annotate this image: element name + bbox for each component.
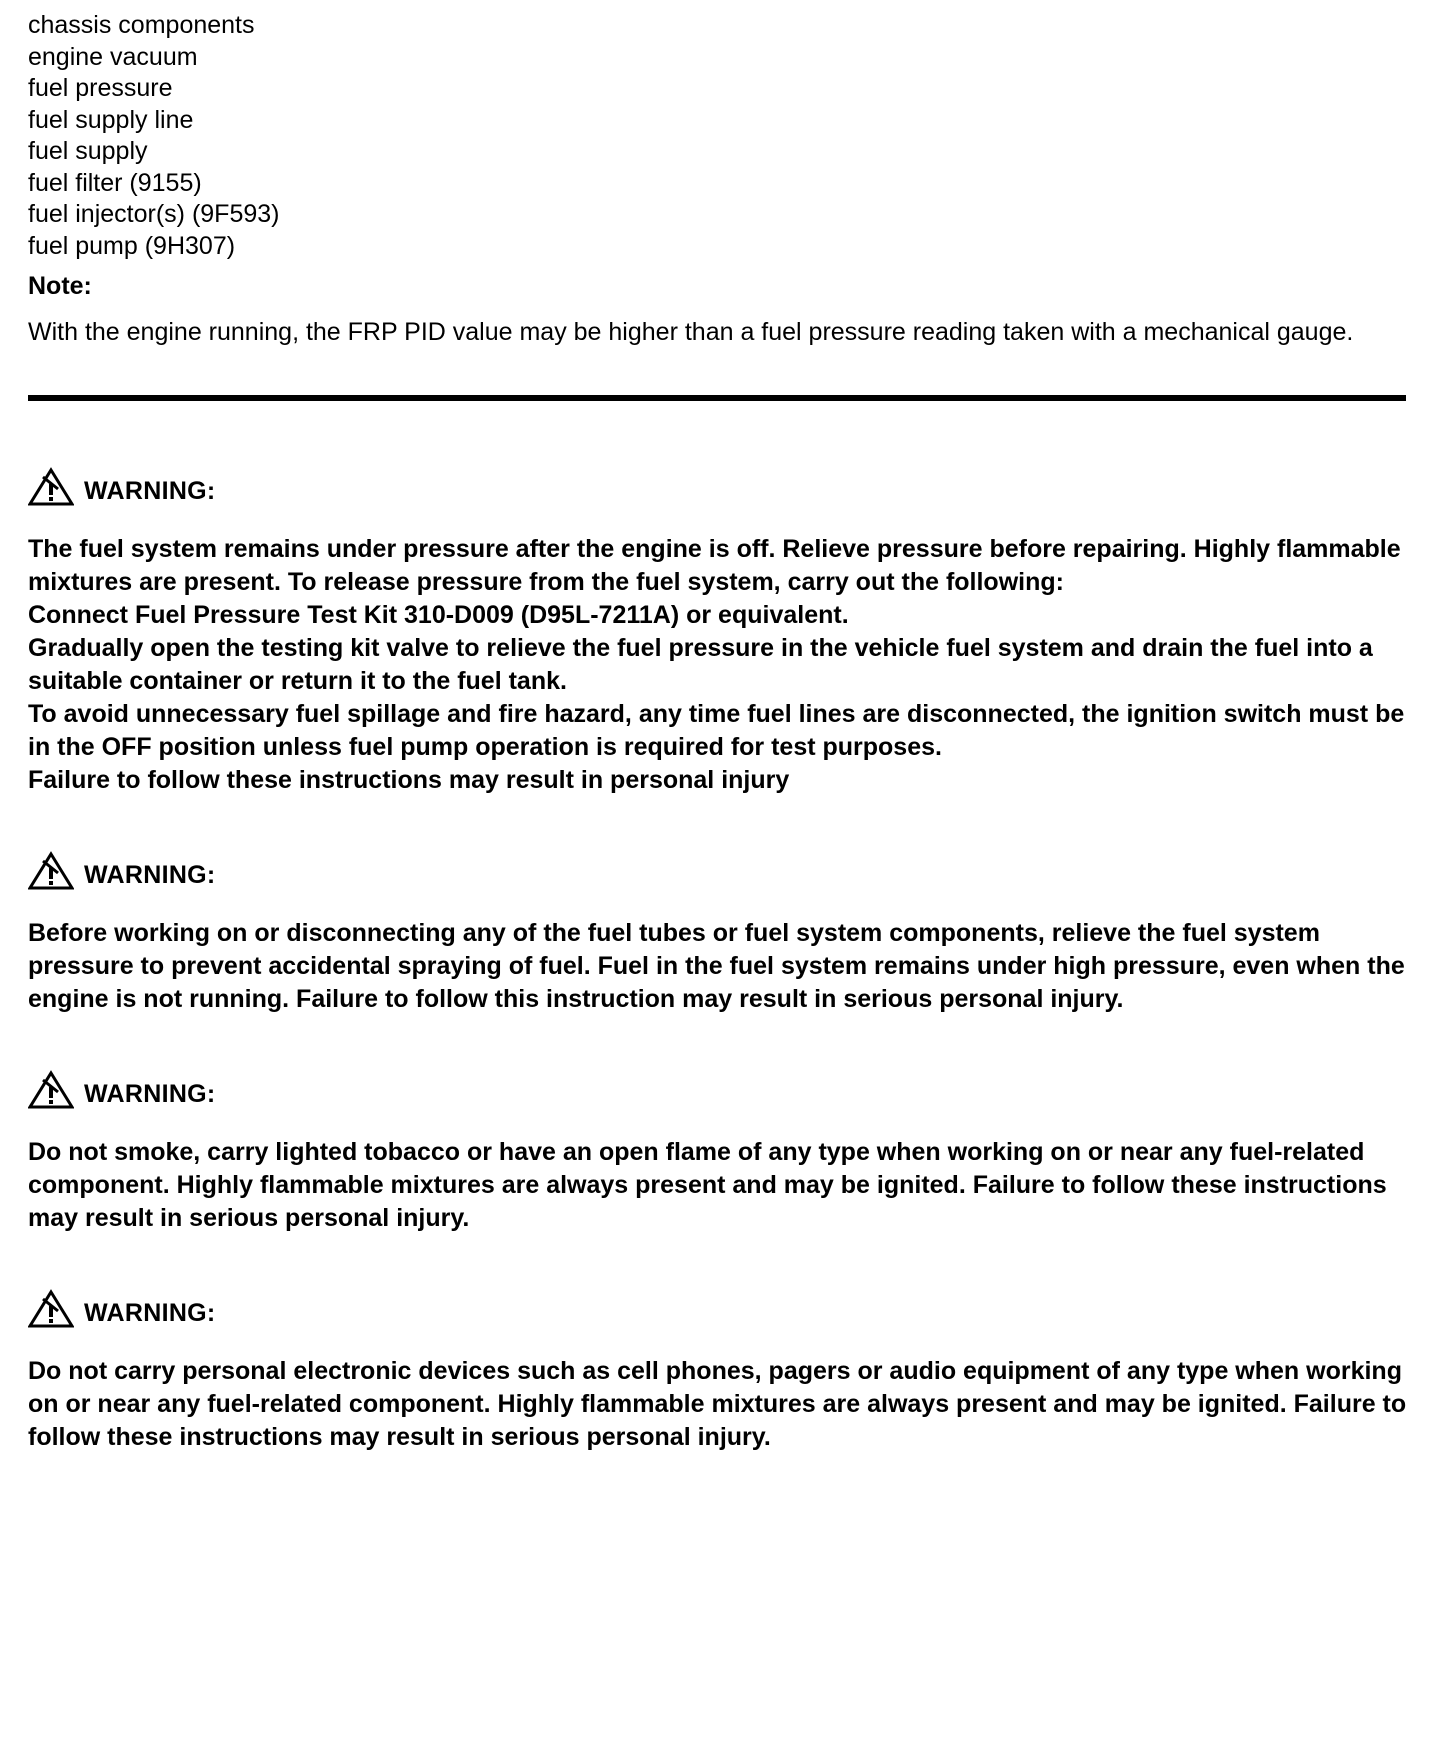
warning-label: WARNING: xyxy=(84,476,216,505)
list-item: fuel supply xyxy=(28,137,148,165)
list-item: fuel pressure xyxy=(28,74,173,102)
warning-block xyxy=(28,847,1412,1016)
note-text: With the engine running, the FRP PID value may be higher than a fuel pressure reading taken with a mechanical gauge. xyxy=(28,317,1354,346)
warning-triangle-icon xyxy=(28,1289,74,1329)
list-item: engine vacuum xyxy=(28,42,198,71)
warning-block xyxy=(28,1066,1412,1235)
warning-paragraph: Do not carry personal electronic devices such as cell phones, pagers or audio equipment of any type when working on or near any fuel-related component. Highly flammable mixtures are always present and may be ignited. Failure to follow these instructions may result in serious personal injury. xyxy=(28,1356,1407,1451)
warning-header xyxy=(28,847,1412,891)
list-item: fuel filter (9155) xyxy=(28,168,202,197)
warning-triangle-icon xyxy=(28,851,74,891)
list-item: fuel pump (9H307) xyxy=(28,231,236,260)
list-item: fuel injector(s) (9F593) xyxy=(28,200,280,228)
warning-header xyxy=(28,463,1412,507)
warning-header xyxy=(28,1066,1412,1110)
warning-triangle-icon xyxy=(28,467,74,507)
list-item: chassis components xyxy=(28,11,255,39)
warning-paragraph: Connect Fuel Pressure Test Kit 310-D009 (D95L-7211A) or equivalent. xyxy=(28,600,849,629)
warning-paragraph: Do not smoke, carry lighted tobacco or have an open flame of any type when working on or near any fuel-related component. Highly flammable mixtures are always present and may be ignited. Failure to follow these instructions may result in serious personal injury. xyxy=(28,1137,1387,1232)
warning-paragraph: Failure to follow these instructions may result in personal injury xyxy=(28,765,790,794)
warning-text xyxy=(28,917,1412,1016)
warning-paragraph: The fuel system remains under pressure after the engine is off. Relieve pressure before repairing. Highly flammable mixtures are present. To release pressure from the fuel system, carry out the following: xyxy=(28,534,1401,596)
warning-paragraph: To avoid unnecessary fuel spillage and fire hazard, any time fuel lines are disconnected, the ignition switch must be in the OFF position unless fuel pump operation is required for test purposes. xyxy=(28,699,1405,761)
warning-paragraph: Before working on or disconnecting any of the fuel tubes or fuel system components, relieve the fuel system pressure to prevent accidental spraying of fuel. Fuel in the fuel system remains under high pressure, even when the engine is not running. Failure to follow this instruction may result in serious personal injury. xyxy=(28,918,1405,1013)
component-list xyxy=(28,10,1412,262)
warning-block xyxy=(28,1285,1412,1454)
warning-header xyxy=(28,1285,1412,1329)
warning-text xyxy=(28,533,1412,797)
note-label: Note: xyxy=(28,272,92,300)
list-item: fuel supply line xyxy=(28,105,194,134)
warning-block xyxy=(28,463,1412,797)
warning-label: WARNING: xyxy=(84,860,216,889)
warning-triangle-icon xyxy=(28,1070,74,1110)
warning-text xyxy=(28,1136,1412,1235)
section-divider xyxy=(28,395,1406,401)
warning-text xyxy=(28,1355,1412,1454)
warning-label: WARNING: xyxy=(84,1298,216,1327)
warning-paragraph: Gradually open the testing kit valve to relieve the fuel pressure in the vehicle fuel system and drain the fuel into a suitable container or return it to the fuel tank. xyxy=(28,633,1373,695)
warning-label: WARNING: xyxy=(84,1079,216,1108)
